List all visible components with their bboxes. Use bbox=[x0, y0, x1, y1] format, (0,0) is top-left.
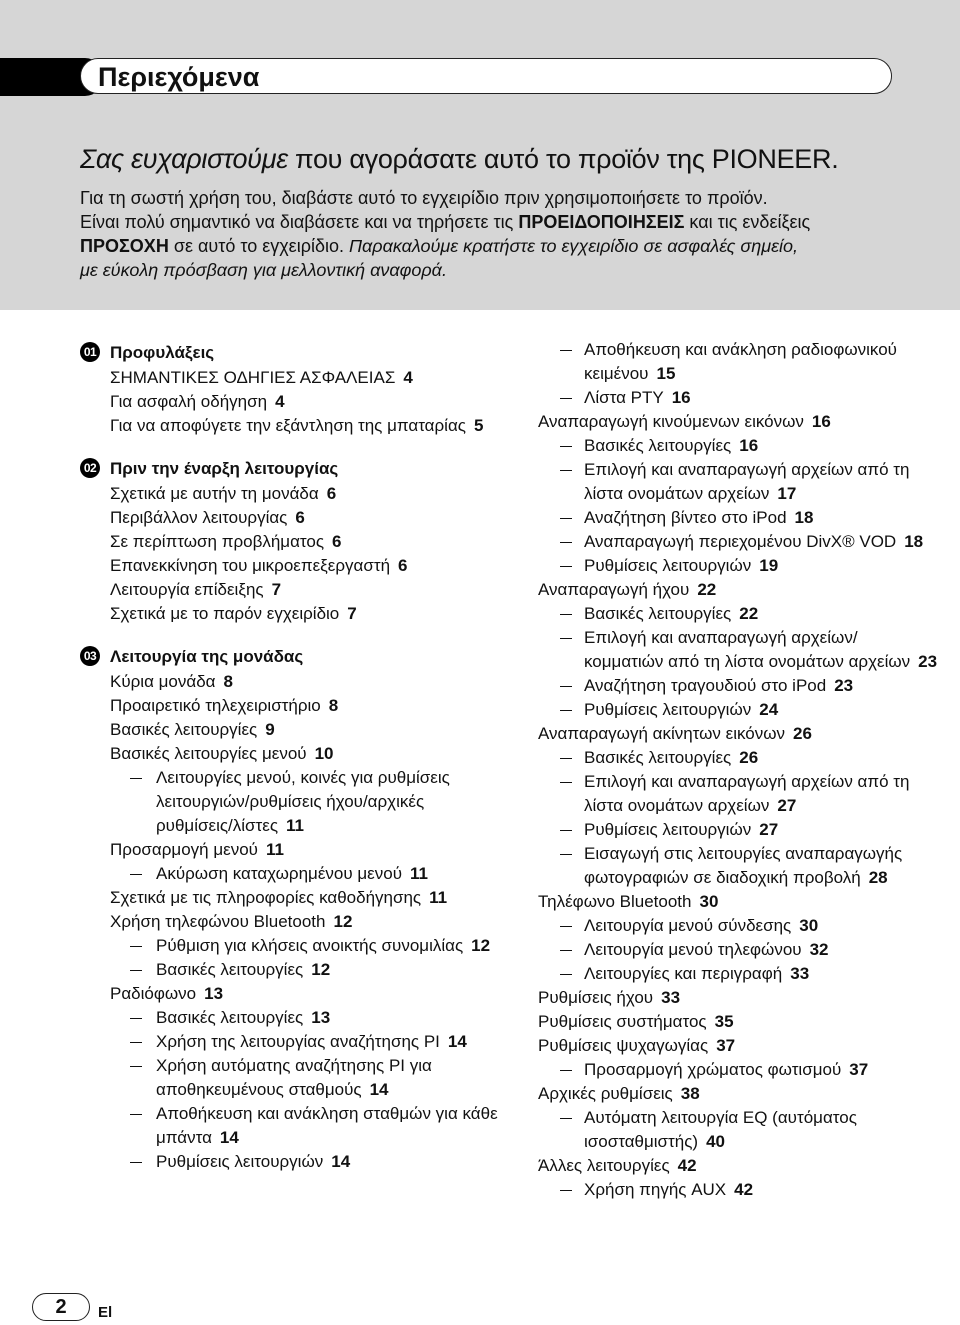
toc-subentry[interactable]: Ρύθμιση για κλήσεις ανοικτής συνομιλίας 12 bbox=[110, 934, 500, 958]
page-number: 2 bbox=[32, 1293, 90, 1321]
dash-marker bbox=[560, 470, 572, 471]
toc-entry[interactable]: Αρχικές ρυθμίσεις 38 bbox=[538, 1084, 700, 1103]
toc-entry[interactable]: Κύρια μονάδα 8 bbox=[110, 672, 233, 691]
dash-marker bbox=[130, 946, 142, 947]
section-title[interactable]: Λειτουργία της μονάδας bbox=[110, 647, 304, 666]
dash-marker bbox=[560, 782, 572, 783]
toc-subentry[interactable]: Χρήση πηγής AUX 42 bbox=[538, 1178, 938, 1202]
toc-subentry[interactable]: Επιλογή και αναπαραγωγή αρχείων από τη λίστα ονομάτων αρχείων 27 bbox=[538, 770, 938, 818]
toc-entry[interactable]: Αναπαραγωγή κινούμενων εικόνων 16 bbox=[538, 412, 831, 431]
dash-marker bbox=[560, 710, 572, 711]
dash-marker bbox=[560, 950, 572, 951]
toc-entry[interactable]: Σχετικά με τις πληροφορίες καθοδήγησης 11 bbox=[110, 888, 448, 907]
toc-subentry[interactable]: Λίστα PTY 16 bbox=[538, 386, 938, 410]
dash-marker bbox=[560, 1070, 572, 1071]
dash-marker bbox=[560, 518, 572, 519]
toc-entry[interactable]: Περιβάλλον λειτουργίας 6 bbox=[110, 508, 305, 527]
dash-marker bbox=[130, 1114, 142, 1115]
intro-headline: Σας ευχαριστούμε που αγοράσατε αυτό το προϊόν της PIONEER. bbox=[80, 144, 839, 174]
dash-marker bbox=[560, 398, 572, 399]
toc-subentry[interactable]: Ακύρωση καταχωρημένου μενού 11 bbox=[110, 862, 500, 886]
toc-left-column bbox=[80, 338, 500, 1190]
toc-subentry[interactable]: Αυτόματη λειτουργία EQ (αυτόματος ισοσταθμιστής) 40 bbox=[538, 1106, 938, 1154]
toc-section bbox=[80, 454, 500, 626]
toc-entry[interactable]: Λειτουργία επίδειξης 7 bbox=[110, 580, 282, 599]
toc-entry[interactable]: Σε περίπτωση προβλήματος 6 bbox=[110, 532, 342, 551]
toc-subentry[interactable]: Λειτουργία μενού τηλεφώνου 32 bbox=[538, 938, 938, 962]
toc-section bbox=[80, 338, 500, 438]
toc-entry[interactable]: Αναπαραγωγή ακίνητων εικόνων 26 bbox=[538, 724, 812, 743]
toc-right-column bbox=[538, 338, 938, 1202]
section-number-badge: 03 bbox=[80, 646, 100, 666]
intro-line: Είναι πολύ σημαντικό να διαβάσετε και να τηρήσετε τις ΠΡΟΕΙΔΟΠΟΙΗΣΕΙΣ και τις ενδείξεις bbox=[80, 212, 811, 232]
dash-marker bbox=[560, 830, 572, 831]
dash-marker bbox=[560, 926, 572, 927]
toc-subentry[interactable]: Αναζήτηση τραγουδιού στο iPod 23 bbox=[538, 674, 938, 698]
toc-subentry[interactable]: Χρήση της λειτουργίας αναζήτησης PI 14 bbox=[110, 1030, 500, 1054]
dash-marker bbox=[560, 542, 572, 543]
toc-subentry[interactable]: Ρυθμίσεις λειτουργιών 27 bbox=[538, 818, 938, 842]
toc-entry[interactable]: Χρήση τηλεφώνου Bluetooth 12 bbox=[110, 912, 353, 931]
toc-subentry[interactable]: Αναπαραγωγή περιεχομένου DivX® VOD 18 bbox=[538, 530, 938, 554]
page-title: Περιεχόμενα bbox=[98, 62, 260, 92]
toc-subentry[interactable]: Χρήση αυτόματης αναζήτησης PI για αποθηκευμένους σταθμούς 14 bbox=[110, 1054, 500, 1102]
toc-entry[interactable]: Άλλες λειτουργίες 42 bbox=[538, 1156, 697, 1175]
toc-entry[interactable]: Ρυθμίσεις συστήματος 35 bbox=[538, 1012, 734, 1031]
toc-entry[interactable]: Ραδιόφωνο 13 bbox=[110, 984, 224, 1003]
toc-subentry[interactable]: Λειτουργίες μενού, κοινές για ρυθμίσεις λειτουργιών/ρυθμίσεις ήχου/αρχικές ρυθμίσεις/λίστες 11 bbox=[110, 766, 500, 838]
toc-entry[interactable]: Τηλέφωνο Bluetooth 30 bbox=[538, 892, 719, 911]
toc-entry[interactable]: Ρυθμίσεις ψυχαγωγίας 37 bbox=[538, 1036, 736, 1055]
dash-marker bbox=[560, 974, 572, 975]
toc-subentry[interactable]: Εισαγωγή στις λειτουργίες αναπαραγωγής φωτογραφιών σε διαδοχική προβολή 28 bbox=[538, 842, 938, 890]
dash-marker bbox=[560, 1190, 572, 1191]
dash-marker bbox=[560, 854, 572, 855]
dash-marker bbox=[130, 778, 142, 779]
toc-entry[interactable]: Προαιρετικό τηλεχειριστήριο 8 bbox=[110, 696, 339, 715]
toc-entry[interactable]: Αναπαραγωγή ήχου 22 bbox=[538, 580, 717, 599]
toc-entry[interactable]: Επανεκκίνηση του μικροεπεξεργαστή 6 bbox=[110, 556, 408, 575]
language-code: El bbox=[98, 1304, 113, 1321]
dash-marker bbox=[560, 446, 572, 447]
dash-marker bbox=[560, 614, 572, 615]
toc-entry[interactable]: Προσαρμογή μενού 11 bbox=[110, 840, 284, 859]
dash-marker bbox=[560, 686, 572, 687]
toc-subentry[interactable]: Επιλογή και αναπαραγωγή αρχείων από τη λίστα ονομάτων αρχείων 17 bbox=[538, 458, 938, 506]
dash-marker bbox=[130, 1042, 142, 1043]
toc-subentry[interactable]: Αναζήτηση βίντεο στο iPod 18 bbox=[538, 506, 938, 530]
intro-line: Για τη σωστή χρήση του, διαβάστε αυτό το εγχειρίδιο πριν χρησιμοποιήσετε το προϊόν. bbox=[80, 188, 768, 208]
dash-marker bbox=[560, 566, 572, 567]
dash-marker bbox=[560, 638, 572, 639]
toc-entry[interactable]: Σχετικά με το παρόν εγχειρίδιο 7 bbox=[110, 604, 357, 623]
toc-section bbox=[80, 642, 500, 1174]
toc-entry[interactable]: Για να αποφύγετε την εξάντληση της μπαταρίας 5 bbox=[110, 416, 484, 435]
dash-marker bbox=[130, 1066, 142, 1067]
toc-entry[interactable]: Σχετικά με αυτήν τη μονάδα 6 bbox=[110, 484, 337, 503]
dash-marker bbox=[560, 350, 572, 351]
toc-subentry[interactable]: Αποθήκευση και ανάκληση σταθμών για κάθε μπάντα 14 bbox=[110, 1102, 500, 1150]
toc-entry[interactable]: Για ασφαλή οδήγηση 4 bbox=[110, 392, 285, 411]
section-title[interactable]: Πριν την έναρξη λειτουργίας bbox=[110, 459, 339, 478]
toc-subentry[interactable]: Λειτουργία μενού σύνδεσης 30 bbox=[538, 914, 938, 938]
toc-subentry[interactable]: Βασικές λειτουργίες 16 bbox=[538, 434, 938, 458]
dash-marker bbox=[130, 1018, 142, 1019]
dash-marker bbox=[130, 970, 142, 971]
dash-marker bbox=[560, 758, 572, 759]
intro-line: ΠΡΟΣΟΧΗ σε αυτό το εγχειρίδιο. Παρακαλούμε κρατήστε το εγχειρίδιο σε ασφαλές σημείο, bbox=[80, 236, 799, 256]
section-title[interactable]: Προφυλάξεις bbox=[110, 343, 215, 362]
toc-subentry[interactable]: Ρυθμίσεις λειτουργιών 24 bbox=[538, 698, 938, 722]
dash-marker bbox=[560, 1118, 572, 1119]
section-number-badge: 01 bbox=[80, 342, 100, 362]
intro-text bbox=[80, 142, 910, 282]
toc-entry[interactable]: Βασικές λειτουργίες μενού 10 bbox=[110, 744, 334, 763]
toc-subentry[interactable]: Λειτουργίες και περιγραφή 33 bbox=[538, 962, 938, 986]
toc-subentry[interactable]: Ρυθμίσεις λειτουργιών 19 bbox=[538, 554, 938, 578]
toc-subentry[interactable]: Βασικές λειτουργίες 13 bbox=[110, 1006, 500, 1030]
intro-line: με εύκολη πρόσβαση για μελλοντική αναφορά. bbox=[80, 260, 447, 280]
toc-subentry[interactable]: Ρυθμίσεις λειτουργιών 14 bbox=[110, 1150, 500, 1174]
dash-marker bbox=[130, 1162, 142, 1163]
section-number-badge: 02 bbox=[80, 458, 100, 478]
toc-subentry[interactable]: Προσαρμογή χρώματος φωτισμού 37 bbox=[538, 1058, 938, 1082]
toc-subentry[interactable]: Αποθήκευση και ανάκληση ραδιοφωνικού κειμένου 15 bbox=[538, 338, 938, 386]
toc-subentry[interactable]: Βασικές λειτουργίες 22 bbox=[538, 602, 938, 626]
dash-marker bbox=[130, 874, 142, 875]
toc-entry[interactable]: Ρυθμίσεις ήχου 33 bbox=[538, 988, 681, 1007]
toc-entry[interactable]: ΣΗΜΑΝΤΙΚΕΣ ΟΔΗΓΙΕΣ ΑΣΦΑΛΕΙΑΣ 4 bbox=[110, 368, 413, 387]
toc-subentry[interactable]: Βασικές λειτουργίες 12 bbox=[110, 958, 500, 982]
toc-entry[interactable]: Βασικές λειτουργίες 9 bbox=[110, 720, 275, 739]
toc-subentry[interactable]: Επιλογή και αναπαραγωγή αρχείων/ κομματιών από τη λίστα ονομάτων αρχείων 23 bbox=[538, 626, 938, 674]
toc-subentry[interactable]: Βασικές λειτουργίες 26 bbox=[538, 746, 938, 770]
